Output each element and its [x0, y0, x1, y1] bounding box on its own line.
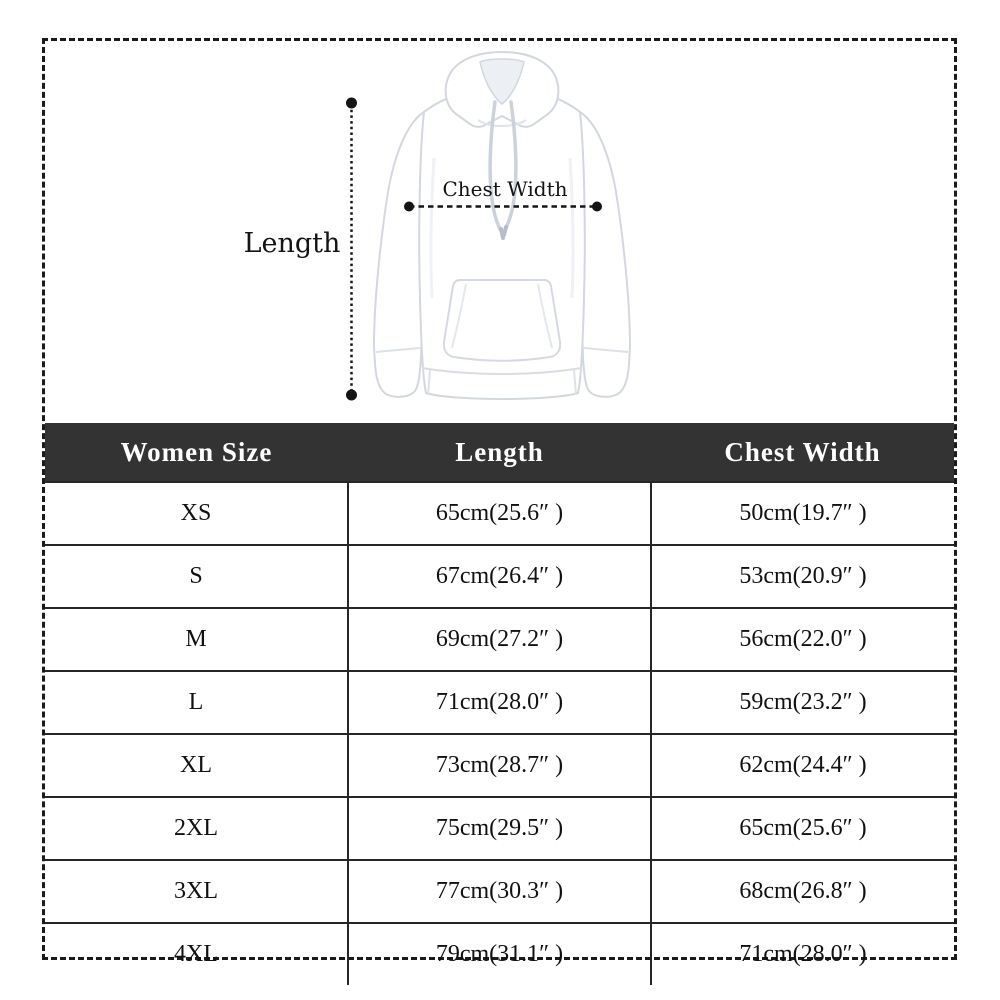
col-header-length: Length [348, 423, 651, 482]
size-cell: 2XL [45, 797, 348, 860]
length-cell: 69cm(27.2″ ) [348, 608, 651, 671]
length-label: Length [243, 228, 341, 259]
length-cell: 79cm(31.1″ ) [348, 923, 651, 985]
col-header-women-size: Women Size [45, 423, 348, 482]
size-cell: 4XL [45, 923, 348, 985]
chest-cell: 68cm(26.8″ ) [651, 860, 954, 923]
chest-cell: 53cm(20.9″ ) [651, 545, 954, 608]
size-cell: XL [45, 734, 348, 797]
length-cell: 71cm(28.0″ ) [348, 671, 651, 734]
table-row-4xl [45, 923, 954, 985]
chest-cell: 59cm(23.2″ ) [651, 671, 954, 734]
size-cell: 3XL [45, 860, 348, 923]
table-row-l [45, 671, 954, 734]
chest-cell: 62cm(24.4″ ) [651, 734, 954, 797]
table-row-s [45, 545, 954, 608]
size-table [45, 423, 954, 985]
chest-width-label: Chest Width [442, 177, 568, 201]
size-table-header [45, 423, 954, 482]
length-cell: 73cm(28.7″ ) [348, 734, 651, 797]
chest-cell: 71cm(28.0″ ) [651, 923, 954, 985]
size-cell: M [45, 608, 348, 671]
length-cell: 75cm(29.5″ ) [348, 797, 651, 860]
header-row [45, 423, 954, 482]
length-cell: 65cm(25.6″ ) [348, 482, 651, 545]
size-cell: L [45, 671, 348, 734]
chest-cell: 56cm(22.0″ ) [651, 608, 954, 671]
col-header-chest-width: Chest Width [651, 423, 954, 482]
table-row-m [45, 608, 954, 671]
table-row-xl [45, 734, 954, 797]
chest-cell: 65cm(25.6″ ) [651, 797, 954, 860]
size-table-body [45, 482, 954, 985]
size-cell: XS [45, 482, 348, 545]
size-cell: S [45, 545, 348, 608]
chest-cell: 50cm(19.7″ ) [651, 482, 954, 545]
length-cell: 67cm(26.4″ ) [348, 545, 651, 608]
length-cell: 77cm(30.3″ ) [348, 860, 651, 923]
dashed-frame [42, 38, 957, 967]
table-row-3xl [45, 860, 954, 923]
table-row-xs [45, 482, 954, 545]
table-row-2xl [45, 797, 954, 860]
